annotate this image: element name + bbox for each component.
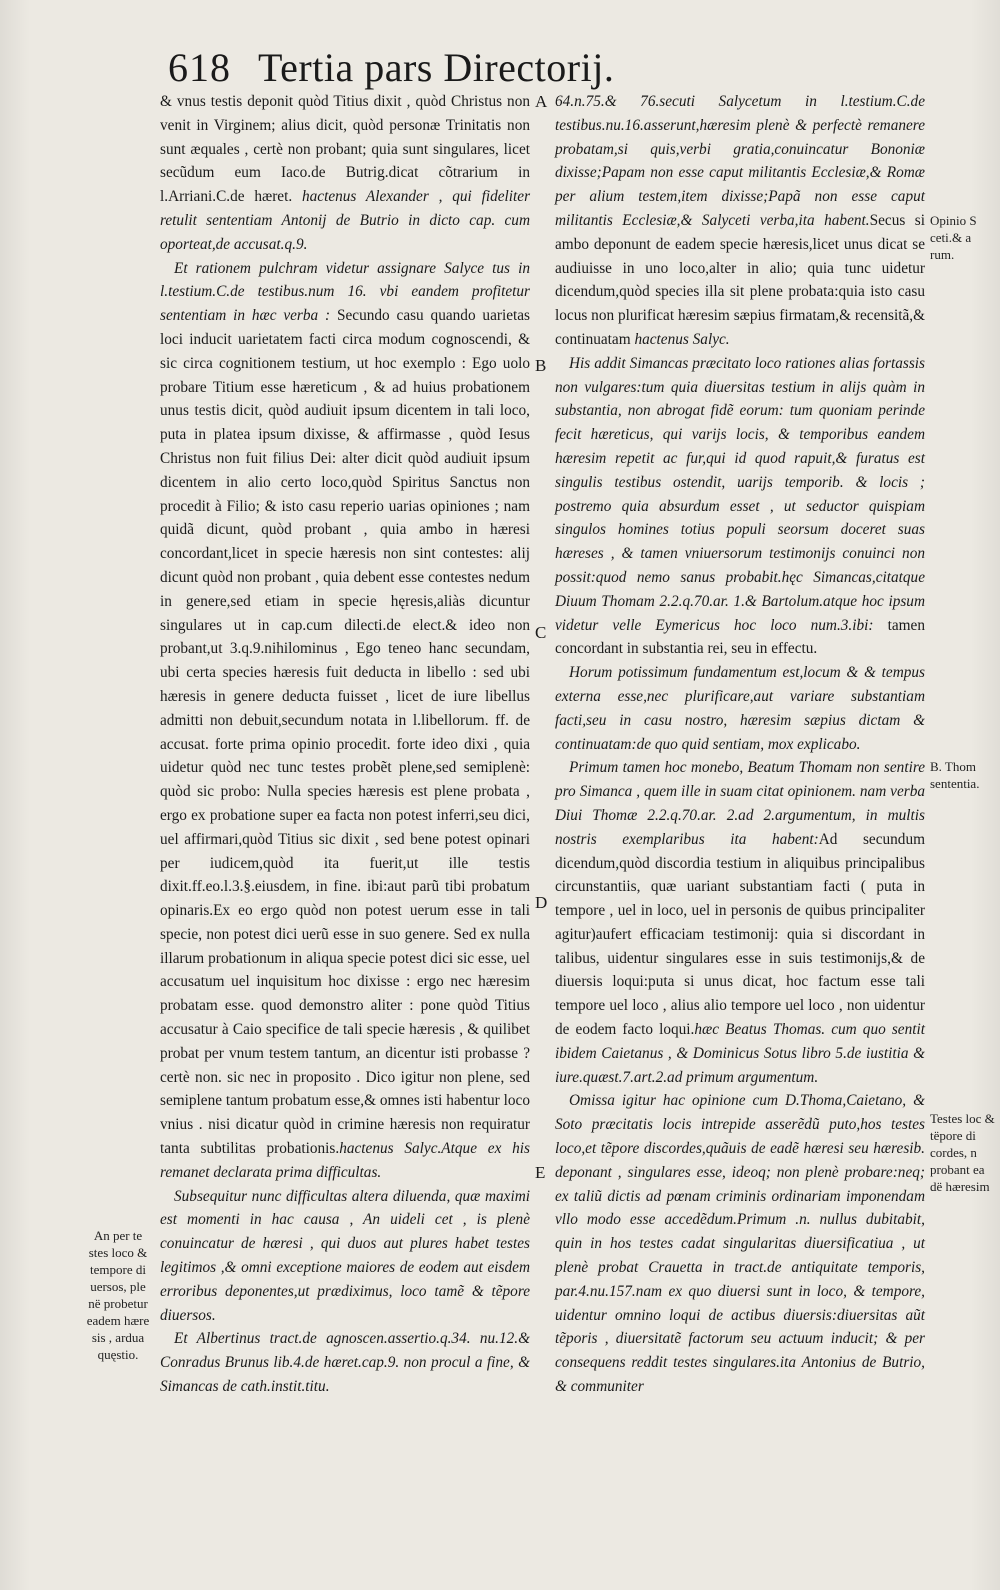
right-p2-end: tamen concordant in substantia rei, seu in effectu. — [555, 616, 925, 658]
margin-note-thomas: B. Thom sententia. — [930, 759, 980, 791]
page-number: 618 — [168, 45, 231, 90]
right-column — [555, 90, 925, 1399]
right-p2-italic: His addit Simancas præcitato loco rationes alias fortassis non vulgares:tum quia diuersitas testium in alijs quàm in substantia, non abrogat fidẽ eorum: tum quoniam perinde fecit hæreticus, qui varijs locis, & temporibus eandem hæresim repetit ac fur,qui id quod rapuit,& furatus est singulis testibus ostendit, uarijs temporib. & locis ; postremo quia absurdum esset , ut seductor quispiam singulos homines totius populi seorsum doceret suas hæreses , & tamen vniuersorum testimonijs conuinci non possit:quod nemo sanus probabit.hęc Simancas,citatque Diuum Thomam 2.2.q.70.ar. 1.& Bartolum.atque hoc ipsum videtur velle Eymericus hoc loco num.3.ibi: — [555, 354, 925, 634]
section-letter-a: A — [535, 92, 548, 111]
left-column — [160, 90, 530, 1399]
left-paragraph-4: Et Albertinus tract.de agnoscen.assertio.q.34. nu.12.& Conradus Brunus lib.4.de hæret.cap.9. non procul a fine, & Simancas de cath.instit.titu. — [160, 1330, 530, 1396]
margin-note-an-pertestes: An per te stes loco & tempore di uersos, ple në probetur eadem hære sis , ardua quęstio. — [86, 1228, 150, 1362]
left-p1-italic: hactenus Alexander , qui fideliter retulit sententiam Antonij de Butrio in dicto cap. cum oporteat,de accusat.q.9. — [160, 188, 531, 253]
margin-note-opinio: Opinio S ceti.& a rum. — [930, 213, 977, 262]
right-p1-text: Secus si ambo deponunt de eadem specie hæresis,licet unus dicat se audiuisse in uno loco,alter in alio; quia tunc uidetur dicendum,quòd species illa sit plene probata:quia isto casu locus non plurificat hæresim sæpius firmatam,& recensitã,& continuatam — [555, 211, 926, 348]
left-paragraph-1 — [160, 90, 530, 257]
right-paragraph-2 — [555, 352, 925, 661]
section-letter-d: D — [535, 893, 548, 912]
right-p4-end-italic: hæc Beatus Thomas. cum quo sentit ibidem Caietanus , & Dominicus Sotus libro 5.de iustitia & iure.quæst.7.art.2.ad primum argumentum. — [555, 1021, 925, 1086]
page-header — [160, 40, 700, 90]
left-paragraph-3: Subsequitur nunc difficultas altera diluenda, quæ maximi est momenti in hac causa , An uideli cet , is plenè conuincatur de hæresi , qui duos aut plures habet testes legitimos ,& omni exceptione maiores de eodem aut eisdem erroribus deponentes,ut prædiximus, loco tamẽ & tẽpore diuersos. — [160, 1187, 530, 1324]
margin-note-testes: Testes loc & tëpore di cordes, n probant ea dë hæresim — [930, 1111, 995, 1194]
right-paragraph-5: Omissa igitur hac opinione cum D.Thoma,Caietano, & Soto præcitatis locis intrepide asserẽdũ puto,hos testes loco,et tẽpore discordes,quãuis de eadẽ hæresi seu hæresib. deponant , singulares esse, ideoq; non plenè probare:neq; ex taliũ dictis ad pœnam criminis ordinariam imponendam vllo modo esse accedẽdum.Primum .n. nullus dubitabit, quin in hos testes cadat singularitas diuersificatiua , ut plenè probat Crauetta in tract.de antiquitate temporis, par.4.nu.157.nam ex quo diuersi sunt in loco, & tempore, uidentur omnino loqui de actibus diuersis:diuersitas aũt tẽporis , diuersitatẽ factorum seu actuum inducit; & per consequens reddit testes singulares.ita Antonius de Butrio, & communiter — [555, 1092, 925, 1396]
left-p2-end-italic: hactenus Salyc.Atque ex his remanet declarata prima difficultas. — [160, 1140, 530, 1181]
right-p4-italic: Primum tamen hoc monebo, Beatum Thomam non sentire pro Simanca , quem ille in suam citat opinionem. nam verba Diui Thomæ 2.2.q.70.ar. 2.ad 2.argumentum, in multis nostris exemplaribus ita habent: — [555, 759, 925, 848]
section-letter-e: E — [535, 1163, 546, 1182]
running-head: Tertia pars Directorij. — [258, 45, 615, 90]
left-p2-text: Secundo casu quando uarietas loci inducit uarietatem facti circa modum cognoscendi, & sic circa cognitionem testium, ut hoc exemplo : Ego uolo probare Titium esse hæreticum , & ad huius probationem unus testis dicit, quòd audiuit ipsum dicentem in tali loco, puta in platea ipsum dixisse, & affirmasse , quòd Iesus Christus non fuit filius Dei: alter dicit quòd audiuit ipsum dicentem in alio certo loco,quòd Spiritus Sanctus non procedit à Filio; & isto casu reperio uarias opiniones ; nam quidã dicunt, quòd probant , quia ambo in hæresi concordant,licet in specie hæresis non sint contestes: alij dicunt quòd non probant , quia debent esse contestes nedum in genere,sed etiam in specie hęresis,aliàs dicuntur singulares ut in cap.cum dilecti.de elect.& ideo non probant,ut 3.q.9.nihilominus , Ego teneo hanc secundam, ubi certa species hæresis fuit deducta in libello : sed ubi hæresis in genere deducta fuisset , licet de iure libellus admitti non debuit,secundum notata in l.libellorum. ff. de accusat. forte prima opinio procedit. forte ideo dixi , quia uidetur quòd nec tunc testes probẽt plene,sed semiplenè: quòd sic probo: Nulla species hæresis est plene probata , ergo ex probatione super ea facta non potest inferri,seu dici, uel affirmari,quòd Titius sic dixit , sed bene potest opinari per iudicem,quòd ita fuerit,ut ille testis dixit.ff.eo.l.3.§.eiusdem, in fine. ibi:aut parũ tibi probatum opinaris.Ex eo ergo quòd non potest uerum esse in tali specie, non potest dici uerũ esse in suo genere. Sed ex nulla illarum probationum in aliqua specie potest dici sic esse, uel accusatum uel inquisitum hoc dixisse : ergo nec hæresim probatam esse. quod demonstro aliter : pone quòd Titius accusatur à Caio specifice de tali specie hæresis , & quilibet probat per vnum testem tantum, an dicentur isti probasse ? certè non. sic nec in proposito . Dico igitur non plene, sed semiplene tantum probatum esse,& omnes isti habentur loco vnius . nisi dicatur quòd in crimine hæresis non requiratur tanta subtilitas probationis. — [160, 307, 530, 1158]
right-p1-end-italic: hactenus Salyc. — [634, 330, 730, 348]
right-p4-text: Ad secundum dicendum,quòd discordia testium in aliquibus principalibus circunstantiis, quæ uariant substantiam facti ( puta in tempore , uel in loco, uel in personis de quibus principaliter agitur)aufert efficaciam testimonij: quia si discordant in talibus, uidentur singulares esse in suis testimonijs,& de diuersis loqui:puta si unus dicat, hoc factum esse tali tempore uel loco , alius alio tempore uel loco , non uidentur de eodem facto loqui. — [555, 830, 926, 1039]
right-p1-italic: 64.n.75.& 76.secuti Salycetum in l.testium.C.de testibus.nu.16.asserunt,hæresim plenè & perfectè remanere probatam,si quis,verbi gratia,conuincatur Bononiæ dixisse;Papam non esse caput militantis Ecclesiæ,& Romæ per alium testem,item dixisse;Papã non esse caput militantis Ecclesiæ,& Salyceti verba,ita habent. — [555, 93, 925, 229]
right-paragraph-4 — [555, 756, 925, 1089]
left-p2-italic: Et rationem pulchram videtur assignare Salyce tus in l.testium.C.de testibus.num 16. vbi eandem profitetur sententiam in hæc verba : — [160, 259, 530, 325]
right-paragraph-1 — [555, 90, 925, 352]
right-paragraph-3: Horum potissimum fundamentum est,locum & & tempus externa esse,nec plurificare,aut variare substantiam facti,seu in casu nostro, hæresim sæpius dictam & continuatam:de quo quid sentiam, mox explicabo. — [555, 664, 925, 753]
section-letter-b: B — [535, 356, 547, 375]
left-paragraph-2 — [160, 257, 530, 1185]
left-p1-text: & vnus testis deponit quòd Titius dixit , quòd Christus non venit in Virginem; alius dicit, quòd personæ Trinitatis non sunt æquales , certè non probant; quia sunt singulares, licet secũdum eum Iaco.de Butrig.dicat cõtrarium in l.Arriani.C.de hæret. — [160, 93, 530, 206]
section-letter-c: C — [535, 623, 547, 642]
